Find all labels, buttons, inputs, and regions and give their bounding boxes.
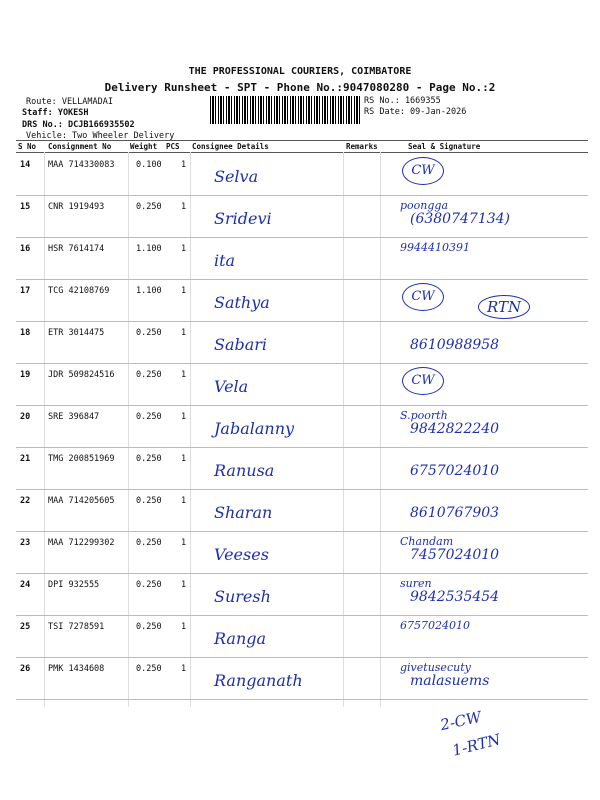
row-consignee-handwriting: Sridevi xyxy=(214,209,272,228)
row-signature-phone: 8610988958 xyxy=(410,337,500,353)
row-rule xyxy=(16,657,588,658)
row-sno: 14 xyxy=(20,160,31,170)
row-weight: 0.250 xyxy=(136,454,162,464)
row-consignment: TCG 42108769 xyxy=(48,286,110,296)
row-consignment: PMK 1434608 xyxy=(48,664,105,674)
row-pcs: 1 xyxy=(181,244,187,254)
row-consignment: MAA 712299302 xyxy=(48,538,115,548)
row-rule xyxy=(16,195,588,196)
row-signature-phone: 7457024010 xyxy=(410,547,500,563)
row-sno: 23 xyxy=(20,538,31,548)
row-sno: 22 xyxy=(20,496,31,506)
row-weight: 0.250 xyxy=(136,328,162,338)
row-sno: 15 xyxy=(20,202,31,212)
rs-no-label: RS No.: 1669355 xyxy=(364,96,441,106)
row-signature: 6757024010 xyxy=(400,619,470,632)
row-pcs: 1 xyxy=(181,538,187,548)
row-pcs: 1 xyxy=(181,328,187,338)
row-consignment: MAA 714330083 xyxy=(48,160,115,170)
route-label: Route: VELLAMADAI xyxy=(26,97,113,107)
row-sno: 21 xyxy=(20,454,31,464)
row-pcs: 1 xyxy=(181,286,187,296)
row-sno: 24 xyxy=(20,580,31,590)
col-divider xyxy=(343,152,344,707)
row-consignment: HSR 7614174 xyxy=(48,244,105,254)
staff-label: Staff: YOKESH xyxy=(22,108,89,118)
col-divider xyxy=(190,152,191,707)
row-consignee-handwriting: Sabari xyxy=(214,335,268,354)
row-consignment: MAA 714205605 xyxy=(48,496,115,506)
row-consignee-handwriting: Veeses xyxy=(214,545,269,564)
col-seal: Seal & Signature xyxy=(408,142,481,151)
row-consignment: JDR 509824516 xyxy=(48,370,115,380)
row-weight: 1.100 xyxy=(136,244,162,254)
row-rule xyxy=(16,363,588,364)
col-sno: S No xyxy=(18,142,37,151)
footer-note-cw: 2-CW xyxy=(438,707,483,735)
col-divider xyxy=(380,152,381,707)
row-signature: suren xyxy=(400,577,432,590)
row-pcs: 1 xyxy=(181,412,187,422)
row-signature: S.poorth xyxy=(400,409,448,422)
row-signature-phone: malasuems xyxy=(410,673,490,689)
row-weight: 0.100 xyxy=(136,160,162,170)
row-sno: 20 xyxy=(20,412,31,422)
drs-label: DRS No.: DCJB166935502 xyxy=(22,120,135,130)
col-pcs: PCS xyxy=(166,142,180,151)
row-stamp-circle: CW xyxy=(402,157,444,185)
row-rule xyxy=(16,405,588,406)
row-weight: 0.250 xyxy=(136,496,162,506)
row-pcs: 1 xyxy=(181,622,187,632)
company-title: THE PROFESSIONAL COURIERS, COIMBATORE xyxy=(188,66,412,77)
row-pcs: 1 xyxy=(181,454,187,464)
vehicle-label: Vehicle: Two Wheeler Delivery xyxy=(26,131,175,141)
row-signature: 9944410391 xyxy=(400,241,470,254)
rs-date-label: RS Date: 09-Jan-2026 xyxy=(364,107,467,117)
row-consignee-handwriting: Ranusa xyxy=(214,461,275,480)
row-consignee-handwriting: Sathya xyxy=(214,293,270,312)
row-sno: 25 xyxy=(20,622,31,632)
row-pcs: 1 xyxy=(181,496,187,506)
row-sno: 16 xyxy=(20,244,31,254)
row-weight: 0.250 xyxy=(136,370,162,380)
row-pcs: 1 xyxy=(181,202,187,212)
runsheet-subtitle: Delivery Runsheet - SPT - Phone No.:9047080280 - Page No.:2 xyxy=(104,81,496,94)
row-consignment: TSI 7278591 xyxy=(48,622,105,632)
row-weight: 0.250 xyxy=(136,664,162,674)
row-rule xyxy=(16,615,588,616)
row-consignment: CNR 1919493 xyxy=(48,202,105,212)
row-pcs: 1 xyxy=(181,160,187,170)
col-remarks: Remarks xyxy=(346,142,378,151)
row-signature: poongga xyxy=(400,199,449,212)
row-pcs: 1 xyxy=(181,664,187,674)
row-signature-phone: RTN xyxy=(478,295,530,319)
row-sno: 19 xyxy=(20,370,31,380)
row-sno: 17 xyxy=(20,286,31,296)
row-consignee-handwriting: Jabalanny xyxy=(214,419,295,438)
row-pcs: 1 xyxy=(181,580,187,590)
row-rule xyxy=(16,447,588,448)
row-weight: 0.250 xyxy=(136,202,162,212)
barcode xyxy=(210,96,360,124)
row-weight: 0.250 xyxy=(136,412,162,422)
row-signature-phone: 9842822240 xyxy=(410,421,500,437)
row-weight: 1.100 xyxy=(136,286,162,296)
col-weight: Weight xyxy=(130,142,158,151)
row-signature: Chandam xyxy=(400,535,454,548)
header-rule-top xyxy=(16,140,588,141)
row-sno: 26 xyxy=(20,664,31,674)
row-rule xyxy=(16,531,588,532)
row-rule xyxy=(16,279,588,280)
row-weight: 0.250 xyxy=(136,622,162,632)
row-pcs: 1 xyxy=(181,370,187,380)
row-signature-phone: (6380747134) xyxy=(410,211,510,227)
row-consignee-handwriting: Selva xyxy=(214,167,259,186)
header-rule-bottom xyxy=(16,152,588,153)
row-consignee-handwriting: Sharan xyxy=(214,503,273,522)
row-consignee-handwriting: Vela xyxy=(214,377,249,396)
row-rule xyxy=(16,321,588,322)
row-consignee-handwriting: Ranganath xyxy=(214,671,303,690)
row-consignment: SRE 396847 xyxy=(48,412,100,422)
col-consignment: Consignment No xyxy=(48,142,112,151)
row-signature: givetusecuty xyxy=(400,661,471,674)
row-rule xyxy=(16,699,588,700)
row-consignment: ETR 3014475 xyxy=(48,328,105,338)
row-rule xyxy=(16,489,588,490)
row-consignment: TMG 200851969 xyxy=(48,454,115,464)
row-consignee-handwriting: Ranga xyxy=(214,629,267,648)
row-rule xyxy=(16,237,588,238)
row-stamp-circle: CW xyxy=(402,283,444,311)
row-consignee-handwriting: ita xyxy=(214,251,236,270)
row-signature-phone: 6757024010 xyxy=(410,463,500,479)
row-rule xyxy=(16,573,588,574)
col-consignee: Consignee Details xyxy=(192,142,269,151)
row-weight: 0.250 xyxy=(136,580,162,590)
row-weight: 0.250 xyxy=(136,538,162,548)
row-stamp-circle: CW xyxy=(402,367,444,395)
row-consignee-handwriting: Suresh xyxy=(214,587,271,606)
row-signature-phone: 8610767903 xyxy=(410,505,500,521)
row-sno: 18 xyxy=(20,328,31,338)
footer-note-rtn: 1-RTN xyxy=(450,730,503,760)
col-divider xyxy=(128,152,129,707)
col-divider xyxy=(44,152,45,707)
row-consignment: DPI 932555 xyxy=(48,580,100,590)
row-signature-phone: 9842535454 xyxy=(410,589,500,605)
